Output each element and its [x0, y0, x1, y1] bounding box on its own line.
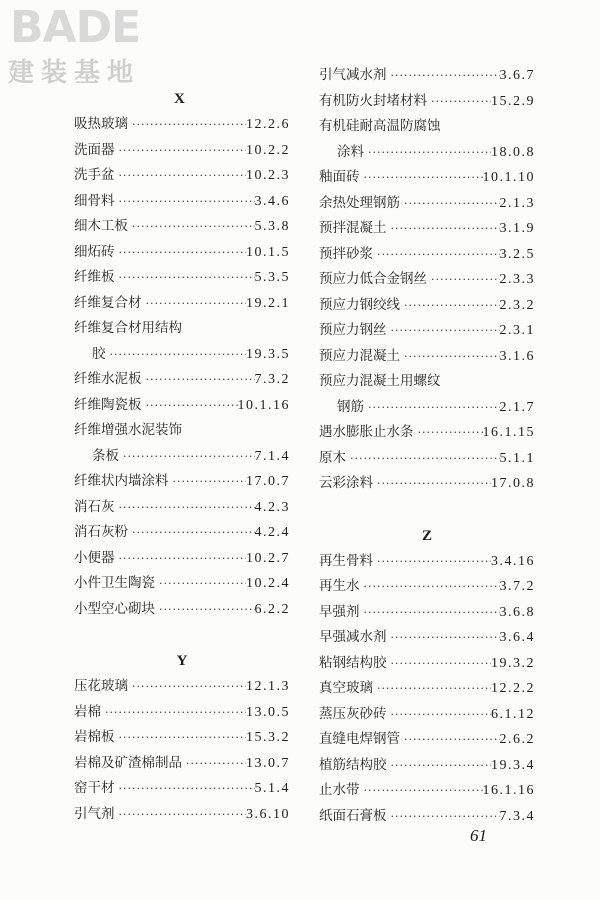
index-term: 吸热玻璃 [74, 116, 128, 132]
index-term: 真空玻璃 [319, 680, 373, 696]
index-term: 条板 [92, 447, 119, 464]
index-entry [319, 804, 535, 830]
index-term: 压花玻璃 [74, 678, 128, 694]
index-term: 早强剂 [319, 603, 360, 620]
leader-dots [128, 112, 246, 138]
index-entry [319, 574, 535, 600]
index-entry [74, 776, 290, 802]
leader-dots [400, 344, 500, 370]
leader-dots [360, 165, 483, 191]
index-term: 小型空心砌块 [74, 600, 155, 617]
index-reference: 2.1.3 [499, 195, 535, 211]
index-entry [319, 89, 535, 115]
leader-dots [115, 802, 247, 828]
leader-dots [387, 702, 492, 728]
index-reference: 18.0.8 [491, 144, 535, 160]
index-entry [319, 63, 535, 89]
index-term: 岩棉及矿渣棉制品 [74, 754, 182, 771]
index-entry [319, 600, 535, 626]
leader-dots [400, 191, 500, 217]
leader-dots [373, 471, 491, 497]
index-reference: 6.1.12 [491, 706, 535, 722]
leader-dots [115, 189, 255, 215]
index-entry [74, 393, 290, 419]
index-reference: 10.2.7 [246, 550, 290, 566]
index-list-y-continued [319, 63, 535, 497]
index-list-x [74, 112, 290, 622]
index-entry [319, 702, 535, 728]
index-reference: 15.2.9 [491, 93, 535, 109]
index-reference: 16.1.15 [482, 425, 535, 440]
index-term: 有机硅耐高温防腐蚀 [319, 118, 441, 134]
index-entry [319, 753, 535, 779]
index-reference: 7.3.2 [254, 372, 290, 387]
leader-dots [387, 753, 492, 779]
index-term: 纤维复合材用结构 [74, 320, 182, 336]
index-term: 窑干材 [74, 780, 115, 796]
index-reference: 3.6.7 [499, 68, 535, 83]
index-term: 再生水 [319, 578, 360, 594]
index-reference: 19.3.5 [246, 346, 290, 362]
leader-dots [427, 267, 500, 293]
leader-dots [373, 549, 491, 575]
index-reference: 4.2.3 [254, 499, 290, 515]
section-letter-z: Z [421, 527, 432, 544]
index-term: 粘钢结构胶 [319, 654, 387, 671]
index-entry [319, 344, 535, 370]
index-term: 早强减水剂 [319, 629, 387, 645]
leader-dots [360, 600, 500, 626]
logo-wordmark: BADE [10, 2, 141, 53]
index-reference: 3.2.5 [499, 246, 535, 262]
leader-dots [169, 469, 247, 495]
index-reference: 3.4.6 [254, 193, 290, 209]
index-entry [74, 571, 290, 597]
leader-dots [387, 216, 500, 242]
index-term: 再生骨料 [319, 552, 373, 569]
index-entry [319, 369, 535, 395]
leader-dots [155, 571, 246, 597]
index-term: 预应力低合金钢丝 [319, 271, 427, 287]
leader-dots [142, 393, 238, 419]
index-term: 岩棉 [74, 703, 101, 720]
index-entry [74, 138, 290, 164]
index-reference: 3.6.8 [499, 604, 535, 620]
index-entry [319, 165, 535, 191]
leader-dots [387, 625, 500, 651]
leader-dots [142, 367, 255, 393]
leader-dots [128, 674, 246, 700]
index-reference: 7.3.4 [499, 808, 535, 824]
index-entry [74, 802, 290, 828]
index-column-right [319, 63, 535, 829]
index-term: 预应力钢绞线 [319, 296, 400, 313]
index-term: 遇水膨胀止水条 [319, 424, 414, 440]
index-entry [319, 625, 535, 651]
index-term: 有机防火封堵材料 [319, 92, 427, 109]
index-entry [74, 751, 290, 777]
index-entry [319, 293, 535, 319]
index-term: 引气剂 [74, 805, 115, 822]
index-reference: 15.3.2 [246, 730, 290, 745]
leader-dots [115, 495, 255, 521]
index-term: 引气减水剂 [319, 67, 387, 83]
index-entry [319, 242, 535, 268]
index-term: 岩棉板 [74, 729, 115, 745]
index-term: 消石灰 [74, 498, 115, 515]
leader-dots [360, 778, 483, 804]
leader-dots [142, 291, 247, 317]
index-entry [74, 444, 290, 470]
index-reference: 5.3.5 [254, 270, 290, 285]
leader-dots [360, 574, 500, 600]
index-entry [319, 727, 535, 753]
index-term: 云彩涂料 [319, 475, 373, 491]
index-reference: 6.2.2 [254, 601, 290, 617]
leader-dots [364, 140, 491, 166]
index-reference: 3.6.4 [499, 630, 535, 645]
index-reference: 3.6.10 [246, 806, 290, 822]
index-list-z [319, 549, 535, 830]
index-term: 细骨料 [74, 192, 115, 209]
index-term: 预拌砂浆 [319, 245, 373, 262]
index-entry [74, 367, 290, 393]
leader-dots [387, 651, 492, 677]
index-term: 余热处理钢筋 [319, 194, 400, 211]
leader-dots [115, 265, 255, 291]
index-term: 消石灰粉 [74, 524, 128, 540]
index-reference: 10.2.3 [246, 168, 290, 183]
leader-dots [119, 444, 255, 470]
leader-dots [128, 520, 255, 546]
index-entry [74, 342, 290, 368]
index-entry [319, 471, 535, 497]
leader-dots [155, 597, 255, 623]
index-reference: 2.3.1 [499, 323, 535, 338]
section-letter-y: Y [176, 653, 188, 669]
index-term: 纤维状内墙涂料 [74, 473, 169, 489]
index-term: 胶 [92, 345, 106, 362]
index-entry [74, 725, 290, 751]
index-reference: 4.2.4 [254, 525, 290, 540]
leader-dots [115, 546, 247, 572]
index-term: 纤维复合材 [74, 294, 142, 311]
index-reference: 2.6.2 [499, 732, 535, 747]
index-term: 细炻砖 [74, 243, 115, 260]
leader-dots [115, 240, 247, 266]
index-term: 釉面砖 [319, 169, 360, 185]
index-entry [319, 549, 535, 575]
index-entry [319, 651, 535, 677]
index-entry [319, 216, 535, 242]
logo-subtitle: 建装基地 [8, 58, 141, 88]
leader-dots [182, 751, 246, 777]
index-reference: 2.3.3 [499, 272, 535, 287]
index-reference: 17.0.7 [246, 474, 290, 489]
index-reference: 5.1.4 [254, 781, 290, 796]
index-reference: 10.1.10 [482, 170, 535, 185]
index-term: 蒸压灰砂砖 [319, 705, 387, 722]
index-entry [74, 674, 290, 700]
index-entry [74, 700, 290, 726]
index-reference: 19.3.4 [491, 757, 535, 773]
leader-dots [346, 446, 500, 472]
index-reference: 13.0.5 [246, 704, 290, 720]
index-reference: 19.2.1 [246, 295, 290, 311]
index-entry [319, 114, 535, 140]
leader-dots [364, 395, 500, 421]
index-entry [74, 495, 290, 521]
index-term: 洗面器 [74, 141, 115, 158]
index-entry [319, 267, 535, 293]
index-reference: 3.1.9 [499, 221, 535, 236]
index-list-y [74, 674, 290, 827]
index-term: 纤维水泥板 [74, 371, 142, 387]
index-reference: 17.0.8 [491, 476, 535, 491]
leader-dots [400, 727, 500, 753]
index-reference: 16.1.16 [482, 783, 535, 798]
index-entry [319, 676, 535, 702]
index-entry [74, 291, 290, 317]
index-reference: 3.1.6 [499, 348, 535, 364]
index-term: 钢筋 [337, 398, 364, 415]
index-entry [74, 520, 290, 546]
leader-dots [373, 242, 500, 268]
index-entry [319, 420, 535, 446]
index-reference: 5.1.1 [499, 450, 535, 466]
index-term: 预应力混凝土用螺纹 [319, 373, 441, 389]
index-term: 洗手盆 [74, 167, 115, 183]
index-reference: 10.2.4 [246, 576, 290, 591]
index-entry [74, 546, 290, 572]
index-term: 直缝电焊钢管 [319, 731, 400, 747]
index-entry [74, 469, 290, 495]
index-term: 原木 [319, 449, 346, 466]
index-reference: 7.1.4 [254, 448, 290, 464]
index-reference: 12.1.3 [246, 679, 290, 694]
index-term: 细木工板 [74, 218, 128, 234]
index-entry [74, 597, 290, 623]
index-entry [319, 446, 535, 472]
index-reference: 2.3.2 [499, 297, 535, 313]
index-entry [74, 112, 290, 138]
index-entry [319, 191, 535, 217]
section-letter-x: X [174, 91, 185, 107]
leader-dots [414, 420, 483, 446]
index-term: 小便器 [74, 549, 115, 566]
index-term: 预拌混凝土 [319, 220, 387, 236]
index-term: 纤维陶瓷板 [74, 396, 142, 413]
index-entry [74, 214, 290, 240]
index-reference: 19.3.2 [491, 655, 535, 671]
leader-dots [106, 342, 247, 368]
index-entry [319, 778, 535, 804]
index-reference: 12.2.6 [246, 117, 290, 132]
leader-dots [427, 89, 491, 115]
index-term: 预应力混凝土 [319, 347, 400, 364]
index-entry [74, 418, 290, 444]
leader-dots [373, 676, 491, 702]
index-reference: 12.2.2 [491, 681, 535, 696]
index-term: 止水带 [319, 782, 360, 798]
leader-dots [115, 776, 255, 802]
index-entry [319, 395, 535, 421]
index-reference: 10.1.16 [237, 397, 290, 413]
index-term: 小件卫生陶瓷 [74, 575, 155, 591]
index-term: 纸面石膏板 [319, 807, 387, 824]
index-reference: 10.2.2 [246, 142, 290, 158]
leader-dots [400, 293, 500, 319]
leader-dots [115, 138, 247, 164]
index-entry [74, 163, 290, 189]
index-column-left [74, 86, 290, 827]
index-reference: 13.0.7 [246, 755, 290, 771]
index-reference: 3.4.16 [491, 553, 535, 569]
page-number: 61 [470, 826, 487, 845]
index-entry [74, 189, 290, 215]
brand-logo [8, 4, 178, 96]
index-term: 纤维板 [74, 269, 115, 285]
leader-dots [115, 725, 247, 751]
index-entry [74, 265, 290, 291]
leader-dots [101, 700, 246, 726]
index-reference: 5.3.8 [254, 219, 290, 234]
leader-dots [387, 318, 500, 344]
index-reference: 10.1.5 [246, 244, 290, 260]
index-reference: 2.1.7 [499, 399, 535, 415]
index-entry [319, 318, 535, 344]
index-term: 预应力钢丝 [319, 322, 387, 338]
index-term: 植筋结构胶 [319, 756, 387, 773]
index-entry [319, 140, 535, 166]
index-entry [74, 240, 290, 266]
leader-dots [128, 214, 255, 240]
index-entry [74, 316, 290, 342]
index-reference: 3.7.2 [499, 579, 535, 594]
index-term: 涂料 [337, 143, 364, 160]
leader-dots [115, 163, 247, 189]
leader-dots [387, 63, 500, 89]
index-term: 纤维增强水泥装饰 [74, 422, 182, 438]
